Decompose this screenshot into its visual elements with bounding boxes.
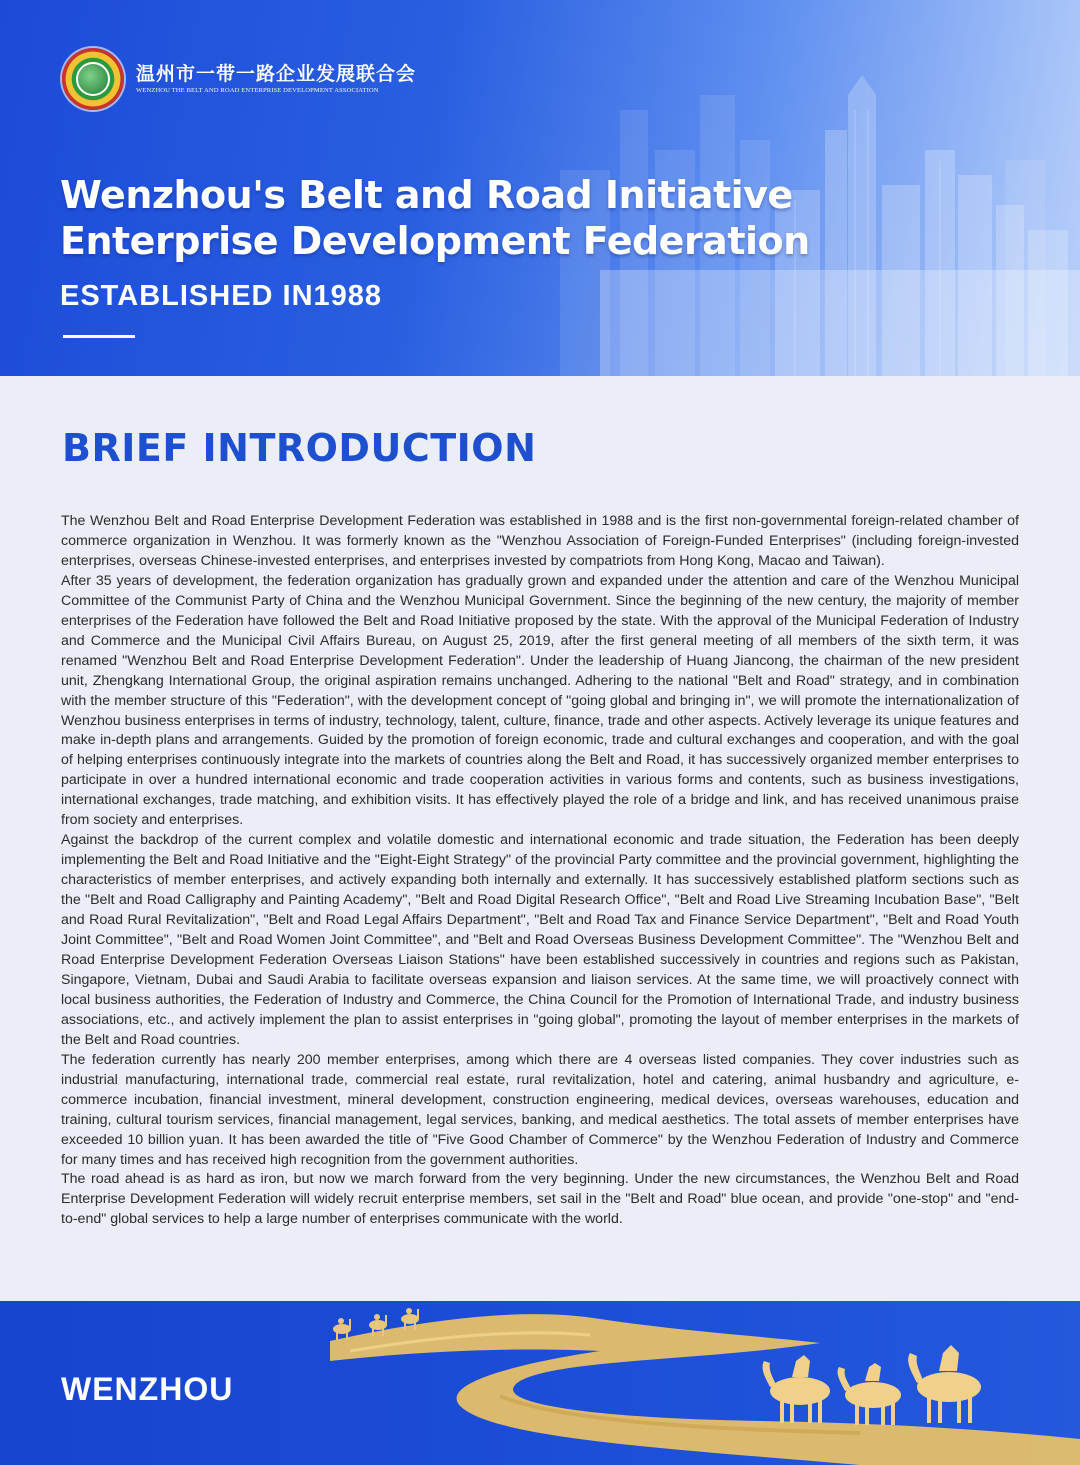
intro-body: [61, 512, 1019, 1230]
title-divider: [63, 335, 135, 338]
intro-paragraph-3: Against the backdrop of the current complex and volatile domestic and international economic and trade situation, the Federation has been deeply implementing the Belt and Road Initiative and the "Eight-Eight Strategy" of the provincial Party committee and the provincial government, highlighting the characteristics of member enterprises, and actively expanding both internally and externally. It has successively established platform sections such as the "Belt and Road Calligraphy and Painting Academy", "Belt and Road Digital Research Office", "Belt and Road Live Streaming Incubation Base", "Belt and Road Rural Revitalization", "Belt and Road Legal Affairs Department", "Belt and Road Tax and Finance Service Department", "Belt and Road Youth Joint Committee", "Belt and Road Women Joint Committee", and "Belt and Road Overseas Business Development Committee". The "Wenzhou Belt and Road Enterprise Development Federation Overseas Liaison Stations" have been established successively in countries and regions such as Pakistan, Singapore, Vietnam, Dubai and Saudi Arabia to facilitate overseas expansion and liaison services. At the same time, we will proactively connect with local business authorities, the Federation of Industry and Commerce, the China Council for the Promotion of International Trade, and industry business associations, etc., and actively implement the plan to assist enterprises in "going global", promoting the layout of member enterprises in the markets of the Belt and Road countries.: [61, 832, 1019, 1048]
logo-text: [136, 62, 416, 96]
footer-city-label: WENZHOU: [61, 1371, 234, 1407]
large-caravan-icon: [763, 1345, 981, 1425]
globe-icon: [76, 62, 110, 96]
page-title-line-1: Wenzhou's Belt and Road Initiative: [60, 173, 793, 217]
page-title-line-2: Enterprise Development Federation: [60, 219, 810, 263]
established-subtitle: ESTABLISHED IN1988: [60, 280, 383, 312]
intro-paragraph-5: The road ahead is as hard as iron, but now we march forward from the very beginning. Under the new circumstances, the Wenzhou Belt and Road Enterprise Development Federation will widely recruit enterprise members, set sail in the "Belt and Road" blue ocean, and provide "one-stop" and "end-to-end" global services to help a large number of enterprises communicate with the world.: [61, 1171, 1019, 1228]
intro-paragraph-4: The federation currently has nearly 200 member enterprises, among which there are 4 overseas listed companies. They cover industries such as industrial manufacturing, international trade, commercial real estate, rural revitalization, hotel and catering, animal husbandry and agriculture, e-commerce incubation, financial investment, mineral development, construction engineering, medical devices, overseas warehouses, education and training, cultural tourism services, financial management, legal services, banking, and medical aesthetics. The total assets of member enterprises have exceeded 10 billion yuan. It has been awarded the title of "Five Good Chamber of Commerce" by the Wenzhou Federation of Industry and Commerce for many times and has received high recognition from the government authorities.: [61, 1051, 1019, 1168]
header-banner: [0, 0, 1080, 376]
federation-logo: [62, 48, 416, 110]
intro-paragraph-1: The Wenzhou Belt and Road Enterprise Development Federation was established in 1988 and is the first non-governmental foreign-related chamber of commerce organization in Wenzhou. It was formerly known as the "Wenzhou Association of Foreign-Funded Enterprises" (including foreign-invested enterprises, overseas Chinese-invested enterprises, and enterprises invested by compatriots from Hong Kong, Macao and Taiwan).: [61, 513, 1019, 569]
intro-paragraph-2: After 35 years of development, the federation organization has gradually grown and expanded under the attention and care of the Wenzhou Municipal Committee of the Communist Party of China and the Wenzhou Municipal Government. Since the beginning of the new century, the majority of member enterprises of the Federation have followed the Belt and Road Initiative proposed by the state. With the approval of the Municipal Federation of Industry and Commerce and the Municipal Civil Affairs Bureau, on August 25, 2019, after the first general meeting of all members of the sixth term, it was renamed "Wenzhou Belt and Road Enterprise Development Federation". Under the leadership of Huang Jiancong, the chairman of the new president unit, Zhengkang International Group, the original aspiration remains unchanged. Adhering to the national "Belt and Road" strategy, and in combination with the member structure of this "Federation", with the development concept of "going global and bringing in", we will promote the internationalization of Wenzhou business enterprises in terms of industry, technology, talent, culture, finance, trade and other aspects. Actively leverage its unique features and make in-depth plans and arrangements. Guided by the promotion of foreign economic, trade and cultural exchanges and cooperation, and with the goal of helping enterprises continuously integrate into the markets of countries along the Belt and Road, it has successively organized member enterprises to participate in over a hundred international economic and trade cooperation activities in various forms and contents, such as business investigations, international exchanges, trade matching, and exhibition visits. It has effectively played the role of a bridge and link, and has received unanimous praise from society and enterprises.: [61, 572, 1019, 829]
logo-name-chinese: 温州市一带一路企业发展联合会: [136, 63, 417, 85]
logo-name-english: WENZHOU THE BELT AND ROAD ENTERPRISE DEVELOPMENT ASSOCIATION: [136, 87, 379, 94]
footer-banner: [0, 1301, 1080, 1465]
page-title: [60, 172, 810, 264]
section-heading: BRIEF INTRODUCTION: [62, 426, 537, 470]
globe-emblem-icon: [62, 48, 124, 110]
